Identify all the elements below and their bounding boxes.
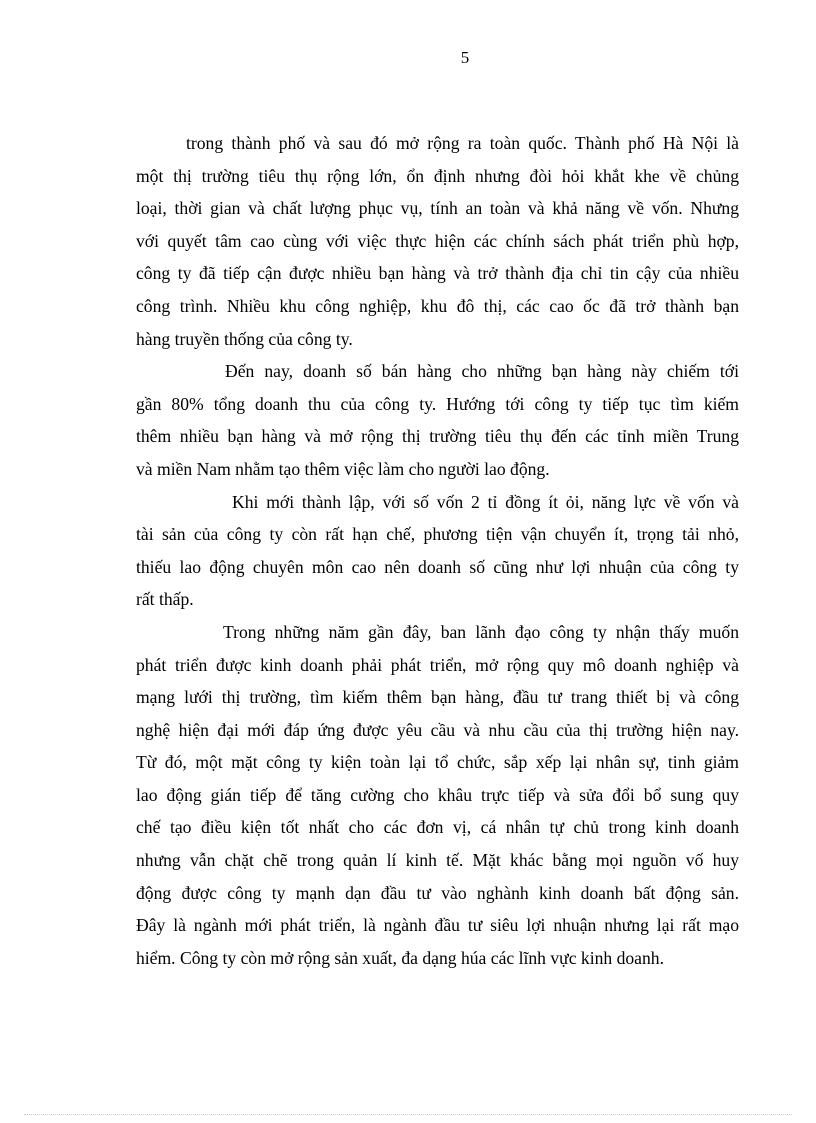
text-line: lao động gián tiếp để tăng cường cho khâu trực tiếp và sửa đổi bổ sung quy [136,784,739,805]
text-line: phát triển được kinh doanh phải phát triển, mở rộng quy mô doanh nghiệp và [136,654,739,675]
text-line: và miền Nam nhằm tạo thêm việc làm cho người lao động. [136,458,550,479]
text-line: nhưng vẫn chặt chẽ trong quản lí kinh tế. Mặt khác bằng mọi nguồn vố huy [136,850,739,871]
text-line: Từ đó, một mặt công ty kiện toàn lại tổ chức, sắp xếp lại nhân sự, tinh giảm [136,752,739,773]
document-body [136,127,739,974]
text-line: Trong những năm gần đây, ban lãnh đạo công ty nhận thấy muốn [223,621,739,642]
text-line: động được công ty mạnh dạn đầu tư vào nghành kinh doanh bất động sản. [136,882,739,903]
text-line: nghệ hiện đại mới đáp ứng được yêu cầu và nhu cầu của thị trường hiện nay. [136,719,739,740]
text-line: gần 80% tổng doanh thu của công ty. Hướng tới công ty tiếp tục tìm kiếm [136,393,739,414]
text-line: trong thành phố và sau đó mở rộng ra toàn quốc. Thành phố Hà Nội là [186,133,739,153]
text-line: hiểm. Công ty còn mở rộng sản xuất, đa dạng húa các lĩnh vực kinh doanh. [136,947,664,968]
text-line: loại, thời gian và chất lượng phục vụ, tính an toàn và khả năng về vốn. Nhưng [136,198,739,219]
paragraph [136,486,739,616]
text-line: công trình. Nhiều khu công nghiệp, khu đô thị, các cao ốc đã trở thành bạn [136,295,739,316]
page-bottom-divider [24,1114,792,1115]
paragraph [136,616,739,975]
text-line: thiếu lao động chuyên môn cao nên doanh số cũng như lợi nhuận của công ty [136,556,739,577]
page-number: 5 [460,48,470,67]
text-line: rất thấp. [136,589,194,610]
text-line: Khi mới thành lập, với số vốn 2 tỉ đồng ít ỏi, năng lực về vốn và [232,491,739,512]
paragraph [136,127,739,355]
text-line: hàng truyền thống của công ty. [136,328,353,349]
text-line: với quyết tâm cao cùng với việc thực hiện các chính sách phát triển phù hợp, [136,230,739,251]
text-line: Đây là ngành mới phát triển, là ngành đầu tư siêu lợi nhuận nhưng lại rất mạo [136,915,739,936]
text-line: công ty đã tiếp cận được nhiều bạn hàng và trở thành địa chỉ tin cậy của nhiều [136,263,739,284]
text-line: thêm nhiều bạn hàng và mở rộng thị trường tiêu thụ đến các tỉnh miền Trung [136,426,739,447]
text-line: Đến nay, doanh số bán hàng cho những bạn hàng này chiếm tới [225,361,739,382]
text-line: tài sản của công ty còn rất hạn chế, phương tiện vận chuyển ít, trọng tải nhỏ, [136,524,739,545]
paragraph [136,355,739,485]
text-line: một thị trường tiêu thụ rộng lớn, ổn định nhưng đòi hỏi khắt khe về chủng [136,165,739,186]
text-line: chế tạo điều kiện tốt nhất cho các đơn vị, cá nhân tự chủ trong kinh doanh [136,817,739,838]
text-line: mạng lưới thị trường, tìm kiếm thêm bạn hàng, đầu tư trang thiết bị và công [136,687,739,708]
